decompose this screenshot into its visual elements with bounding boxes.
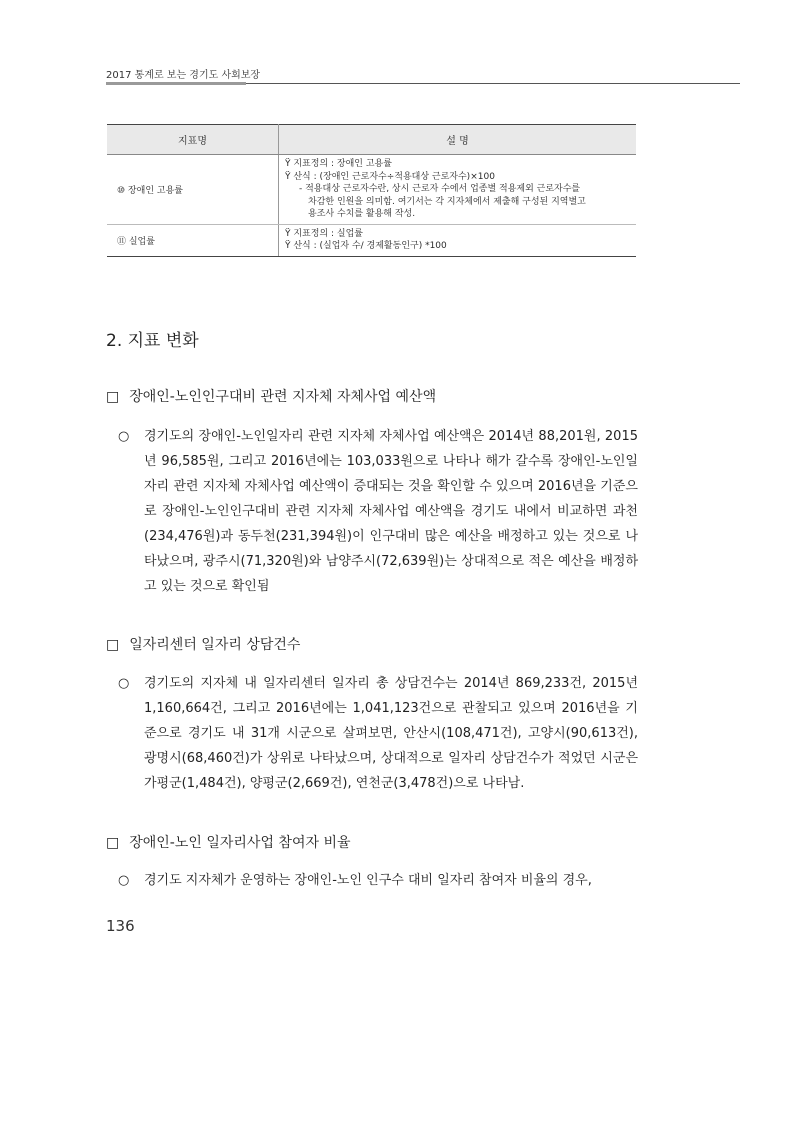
circle-bullet-icon: ○ bbox=[118, 676, 130, 691]
header-rule-accent bbox=[106, 82, 246, 85]
indicator-definition-table bbox=[107, 124, 636, 257]
paragraph-text: 경기도 지자체가 운영하는 장애인-노인 인구수 대비 일자리 참여자 비율의 경우, bbox=[144, 873, 592, 888]
paragraph bbox=[118, 424, 638, 599]
description-line: 용조사 수치를 활용해 작성. bbox=[308, 209, 416, 219]
subsection-heading-text: 일자리센터 일자리 상담건수 bbox=[129, 637, 301, 653]
subsection-heading bbox=[106, 386, 436, 406]
paragraph-text: 경기도의 장애인-노인일자리 관련 지자체 자체사업 예산액은 2014년 88,201원, 2015년 96,585원, 그리고 2016년에는 103,033원으로 나타나 해가 갈수록 장애인-노인일자리 관련 지자체 자체사업 예산액이 증대되는 것을 확인할 수 있으며 2016년을 기준으로 장애인-노인인구대비 관련 지자체 자체사업 예산액을 경기도 내에서 비교하면 과천(234,476원)과 동두천(231,394원)이 인구대비 많은 예산을 배정하고 있는 것으로 나타났으며, 광주시(71,320원)와 남양주시(72,639원)는 상대적으로 적은 예산을 배정하고 있는 것으로 확인됨 bbox=[144, 429, 638, 594]
indicator-name: ⑩ 장애인 고용률 bbox=[107, 155, 279, 225]
subsection-heading bbox=[106, 832, 351, 852]
indicator-description bbox=[279, 155, 637, 225]
paragraph-text: 경기도의 지자체 내 일자리센터 일자리 총 상담건수는 2014년 869,233건, 2015년 1,160,664건, 그리고 2016년에는 1,041,123건으로 관찰되고 있으며 2016년을 기준으로 경기도 내 31개 시군으로 살펴보면, 안산시(108,471건), 고양시(90,613건), 광명시(68,460건)가 상위로 나타났으며, 상대적으로 일자리 상담건수가 적었던 시군은 가평군(1,484건), 양평군(2,669건), 연천군(3,478건)으로 나타남. bbox=[144, 676, 638, 791]
description-line: Ÿ 산식 : (실업자 수/ 경제활동인구) *100 bbox=[285, 241, 447, 251]
subsection-heading-text: 장애인-노인 일자리사업 참여자 비율 bbox=[129, 835, 351, 851]
section-title: 2. 지표 변화 bbox=[106, 331, 199, 351]
col-header-description: 설 명 bbox=[279, 125, 637, 155]
circle-bullet-icon: ○ bbox=[118, 873, 130, 888]
indicator-description bbox=[279, 224, 637, 256]
description-line: Ÿ 지표정의 : 장애인 고용률 bbox=[285, 159, 392, 169]
paragraph bbox=[118, 671, 638, 796]
checkbox-square-icon: □ bbox=[106, 389, 120, 405]
subsection-heading bbox=[106, 634, 300, 654]
subsection-heading-text: 장애인-노인인구대비 관련 지자체 자체사업 예산액 bbox=[129, 389, 437, 405]
checkbox-square-icon: □ bbox=[106, 637, 120, 653]
table-row bbox=[107, 155, 636, 225]
description-line: - 적용대상 근로자수란, 상시 근로자 수에서 업종별 적용제외 근로자수를 bbox=[299, 184, 581, 194]
circle-bullet-icon: ○ bbox=[118, 429, 130, 444]
table-header-row bbox=[107, 125, 636, 155]
table-row bbox=[107, 224, 636, 256]
description-line: Ÿ 산식 : (장애인 근로자수÷적용대상 근로자수)×100 bbox=[285, 171, 495, 182]
description-line: 차감한 인원을 의미함. 여기서는 각 지자체에서 제출해 구성된 지역별고 bbox=[308, 196, 586, 207]
running-header: 2017 통계로 보는 경기도 사회보장 bbox=[106, 70, 261, 81]
page-number: 136 bbox=[106, 917, 135, 935]
indicator-name: ⑪ 실업률 bbox=[107, 224, 279, 256]
col-header-indicator: 지표명 bbox=[107, 125, 279, 155]
checkbox-square-icon: □ bbox=[106, 835, 120, 851]
description-line: Ÿ 지표정의 : 실업률 bbox=[285, 228, 363, 239]
paragraph bbox=[118, 868, 638, 893]
